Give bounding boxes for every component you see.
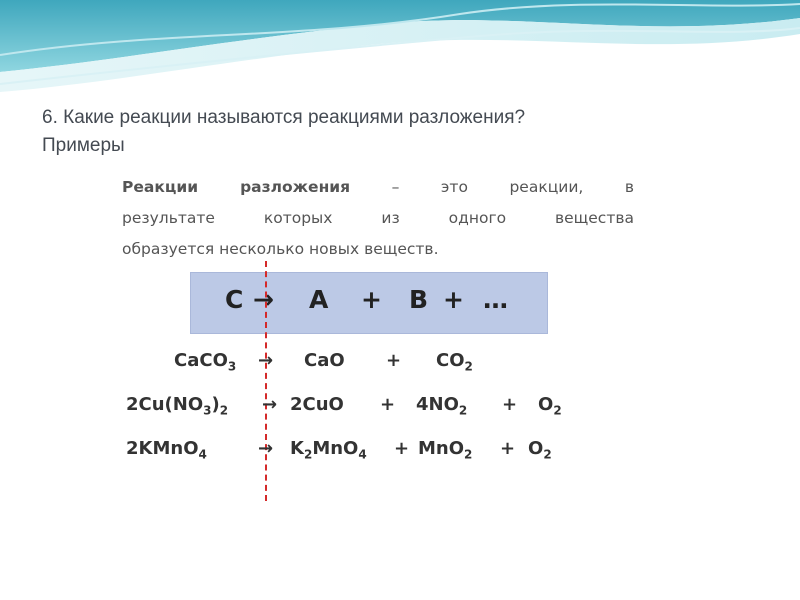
reaction-1-arrow: →	[258, 350, 274, 371]
definition-line-3: образуется несколько новых веществ.	[122, 240, 439, 258]
reaction-1-product-1: CaO	[304, 350, 345, 371]
slide-title	[42, 104, 742, 160]
definition-line-1-rest: – это реакции, в	[350, 178, 634, 196]
reaction-content-image	[118, 168, 638, 503]
scheme-plus-2: +	[443, 285, 464, 314]
definition-line-2: результате которых из одного вещества	[122, 209, 634, 227]
definition-text	[122, 172, 634, 265]
reaction-3-arrow: →	[258, 438, 274, 459]
dashed-divider-line	[265, 261, 267, 501]
scheme-arrow: →	[253, 285, 274, 314]
reaction-2-arrow: →	[262, 394, 278, 415]
reaction-1-product-2: $CO_2$	[436, 350, 473, 374]
reaction-3-reactant: 2KMnO$_4$	[126, 438, 207, 462]
title-line-1: 6. Какие реакции называются реакциями разложения?	[42, 107, 526, 128]
reaction-2-plus-2: +	[502, 394, 518, 415]
definition-term: Реакции разложения	[122, 178, 351, 196]
scheme-a: A	[309, 285, 329, 314]
scheme-ellipsis: …	[483, 285, 508, 314]
reaction-3-product-2: MnO$_2$	[418, 438, 473, 462]
general-scheme-box	[190, 272, 548, 334]
reaction-1-reactant: CaCO$_3$	[174, 350, 237, 374]
reaction-3-product-1: $K_2MnO_4$	[290, 438, 367, 462]
decorative-wave-banner	[0, 0, 800, 110]
scheme-b: B	[409, 285, 429, 314]
scheme-c: C	[225, 285, 244, 314]
reaction-2-plus-1: +	[380, 394, 396, 415]
reaction-2-product-1: 2CuO	[290, 394, 344, 415]
reaction-1-plus: +	[386, 350, 402, 371]
reaction-2-reactant: $2Cu(NO_3)_2$	[126, 394, 229, 418]
title-line-2: Примеры	[42, 135, 125, 156]
reaction-3-plus-2: +	[500, 438, 516, 459]
reaction-3-product-3: $O_2$	[528, 438, 552, 462]
reaction-2-product-3: $O_2$	[538, 394, 562, 418]
reaction-3-plus-1: +	[394, 438, 410, 459]
definition-line-1	[122, 172, 634, 203]
reaction-2-product-2: $4NO_2$	[416, 394, 468, 418]
scheme-plus-1: +	[361, 285, 382, 314]
